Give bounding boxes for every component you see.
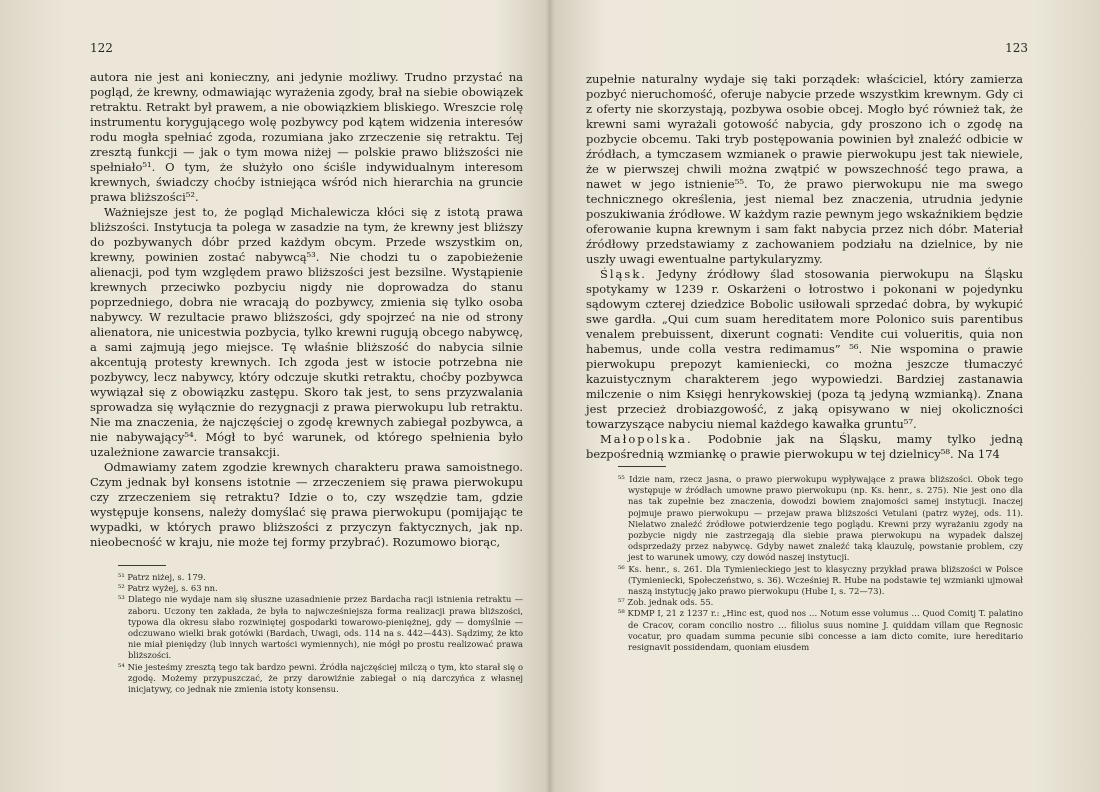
- left-body-text: [90, 70, 523, 550]
- footnote: ⁵⁴ Nie jesteśmy zresztą tego tak bardzo pewni. Źródła najczęściej milczą o tym, kto starał się o zgodę. Możemy przypuszczać, że przy darowiźnie zabiegał o nią darczyńca z własnej inicjatywy, co jednak nie zmienia istoty konsensu.: [118, 661, 523, 695]
- footnote: ⁵² Patrz wyżej, s. 63 nn.: [118, 583, 218, 594]
- footnote: ⁵⁵ Idzie nam, rzecz jasna, o prawo pierwokupu wypływające z prawa bliższości. Obok tego występuje w źródłach umowne prawo pierwokupu (np. Ks. henr., s. 275). Nie jest ono dla nas tak zupełnie bez znaczenia, dowodzi bowiem znajomości samej instytucji. Inaczej pojmuje prawo pierwokupu — przejaw prawa bliższości Vetulani (patrz wyżej, ods. 11). Nielatwo znaleźć źródłowe potwierdzenie tego poglądu. Krewni przy wyrażaniu zgody na pozbycie nigdy nie zastrzegają dla siebie prawa pierwokupu na wypadek dalszej odsprzedaży przez nabywcę. Gdyby nawet znaleźć taką klauzulę, powstanie problem, czy jest to warunek umowy, czy dowód naszej instytucji.: [618, 474, 1023, 563]
- page-number-left: 122: [90, 41, 113, 55]
- left-footnotes: [118, 572, 523, 695]
- footnote-rule: [118, 565, 166, 566]
- right-footnotes: [618, 474, 1023, 653]
- footnote: ⁵³ Dlatego nie wydaje nam się słuszne uzasadnienie przez Bardacha racji istnienia retraktu — zaboru. Uczony ten zakłada, że była to najwcześniejsza forma realizacji prawa bliższości, typowa dla okresu słabo rozwiniętej gospodarki towarowo-pieniężnej, gdy — domyślnie — odczuwano wielki brak gotówki (Bardach, Uwagi, ods. 114 na s. 442—443). Sądzimy, że kto nie miał pieniędzy (lub innych wartości wymiennych), nie mógł po prostu realizować prawa bliższości.: [118, 594, 523, 661]
- paragraph: zupełnie naturalny wydaje się taki porządek: właściciel, który zamierza pozbyć nieruchomość, oferuje nabycie przede wszystkim krewnym. Gdy ci z oferty nie skorzystają, pozbywa osobie obcej. Mogło być również tak, że krewni sami wyrażali gotowość nabycia, gdy proszono ich o zgodę na pozbycie obcemu. Taki tryb postępowania powinien był znaleźć odbicie w źródłach, a tymczasem wzmianek o prawie pierwokupu jest tak niewiele, że w pierwszej chwili można zwątpić w powszechność tego prawa, a nawet w jego istnienie⁵⁵. To, że prawo pierwokupu nie ma swego technicznego określenia, jest niemal bez znaczenia, utrudnia jedynie poszukiwania źródłowe. W każdym razie pewnym jego wskaźnikiem będzie oferowanie kupna krewnym i sam fakt nabycia przez nich dóbr. Materiał źródłowy przedstawiamy z zachowaniem podziału na dzielnice, by nie uszły uwagi ewentualne partykularyzmy.: [586, 72, 1023, 266]
- footnote-rule: [618, 466, 666, 467]
- paragraph-text: Jedyny źródłowy ślad stosowania pierwokupu na Śląsku spotykamy w 1239 r. Oskarżeni o łotrostwo i pokonani w pojedynku sądowym czterej dziedzice Bobolic usiłowali sprzedać dobra, by wykupić swe gardła. „Qui cum suam hereditatem more Polonico suis parentibus venalem prebuissent, dixerunt cognati: Vendite cui volueritis, quia non habemus, unde colla vestra redimamus” ⁵⁶. Nie wspomina o prawie pierwokupu prepozyt kamieniecki, co można jeszcze tłumaczyć kazuistycznym charakterem jego wypowiedzi. Bardziej zastanawia milczenie o nim Księgi henrykowskiej (poza tą jedyną wzmianką). Znana jest przecież drobiazgowość, z jaką opisywano w niej okoliczności towarzyszące nabyciu niemal każdego kawałka gruntu⁵⁷.: [586, 267, 1024, 431]
- section-heading-slask: Śląsk.: [600, 267, 647, 281]
- paragraph-slask: [586, 267, 1023, 432]
- paragraph: Odmawiamy zatem zgodzie krewnych charakteru prawa samoistnego. Czym jednak był konsens istotnie — zrzeczeniem się prawa pierwokupu czy zrzeczeniem się retraktu? Idzie o to, czy wszędzie tam, gdzie występuje konsens, należy domyślać się prawa pierwokupu (pomijając te wypadki, w których prawo bliższości z przyczyn faktycznych, jak np. nieobecność w kraju, nie może tej formy przybrać). Rozumowo biorąc,: [90, 460, 523, 549]
- section-heading-malopolska: Małopolska.: [600, 432, 693, 446]
- footnote: ⁵⁶ Ks. henr., s. 261. Dla Tymienieckiego jest to klasyczny przykład prawa bliższości w Polsce (Tymieniecki, Społeczeństwo, s. 36). Wcześniej R. Hube na podstawie tej wzmianki ujmował naszą instytucję jako prawo pierwokupu (Hube I, s. 72—73).: [618, 563, 1023, 597]
- footnote: ⁵¹ Patrz niżej, s. 179.: [118, 572, 206, 582]
- paragraph-malopolska: [586, 432, 1023, 462]
- paragraph-text: Podobnie jak na Śląsku, mamy tylko jedną bezpośrednią wzmiankę o prawie pierwokupu w tej dzielnicy⁵⁸. Na 174: [586, 432, 1024, 461]
- right-body-text: [586, 72, 1023, 462]
- footnote: ⁵⁷ Zob. jednak ods. 55.: [618, 597, 714, 608]
- paragraph: Ważniejsze jest to, że pogląd Michalewicza kłóci się z istotą prawa bliższości. Instytucja ta polega w zasadzie na tym, że krewny jest bliższy do pozbywanych dóbr przed każdym obcym. Przede wszystkim on, krewny, powinien zostać nabywcą⁵³. Nie chodzi tu o zapobieżenie alienacji, pod tym względem prawo bliższości jest bezsilne. Wystąpienie krewnych przeciwko pozbyciu nigdy nie doprowadza do stanu poprzedniego, dobra nie wracają do pozbywcy, zmienia się tylko osoba nabywcy. W rezultacie prawo bliższości, gdy spojrzeć na nie od strony alienatora, nie unicestwia pozbycia, tylko krewni rugują obcego nabywcę, a sami zajmują jego miejsce. Tę właśnie bliższość do nabycia silnie akcentują protesty krewnych. Ich zgoda jest w istocie potrzebna nie pozbywcy, lecz nabywcy, który odczuje skutki retraktu, choćby pozbywca wywiązał się z obowiązku zastępu. Skoro tak jest, to sens przyzwalania sprowadza się wyłącznie do rezygnacji z prawa pierwokupu lub retraktu. Nie ma znaczenia, że najczęściej o zgodę krewnych zabiegał pozbywca, a nie nabywający⁵⁴. Mógł to być warunek, od którego spełnienia było uzależnione zawarcie transakcji.: [90, 205, 523, 459]
- page-number-right: 123: [1005, 41, 1028, 55]
- footnote: ⁵⁸ KDMP I, 21 z 1237 r.: „Hinc est, quod nos … Notum esse volumus … Quod Comitj T. palatino de Cracov, coram concilio nostro … filiolus suus nomine J. quiddam villam que Regnosic vocatur, pro quadam summa pecunie sibi concesse a iam dicto comite, iure hereditario resignavit possidendam, quoniam eiusdem: [618, 608, 1023, 653]
- paragraph: autora nie jest ani konieczny, ani jedynie możliwy. Trudno przystać na pogląd, że krewny, odmawiając wyrażenia zgody, brał na siebie obowiązek retraktu. Retrakt był prawem, a nie obowiązkiem bliskiego. Wreszcie rolę instrumentu korygującego wolę pozbywcy pod kątem widzenia interesów rodu mogła spełniać zgoda, rozumiana jako zrzeczenie się retraktu. Tej zresztą funkcji — jak o tym mowa niżej — polskie prawo bliższości nie spełniało⁵¹. O tym, że służyło ono ściśle indywidualnym interesom krewnych, świadczy choćby istniejąca wśród nich hierarchia na gruncie prawa bliższości⁵².: [90, 70, 523, 204]
